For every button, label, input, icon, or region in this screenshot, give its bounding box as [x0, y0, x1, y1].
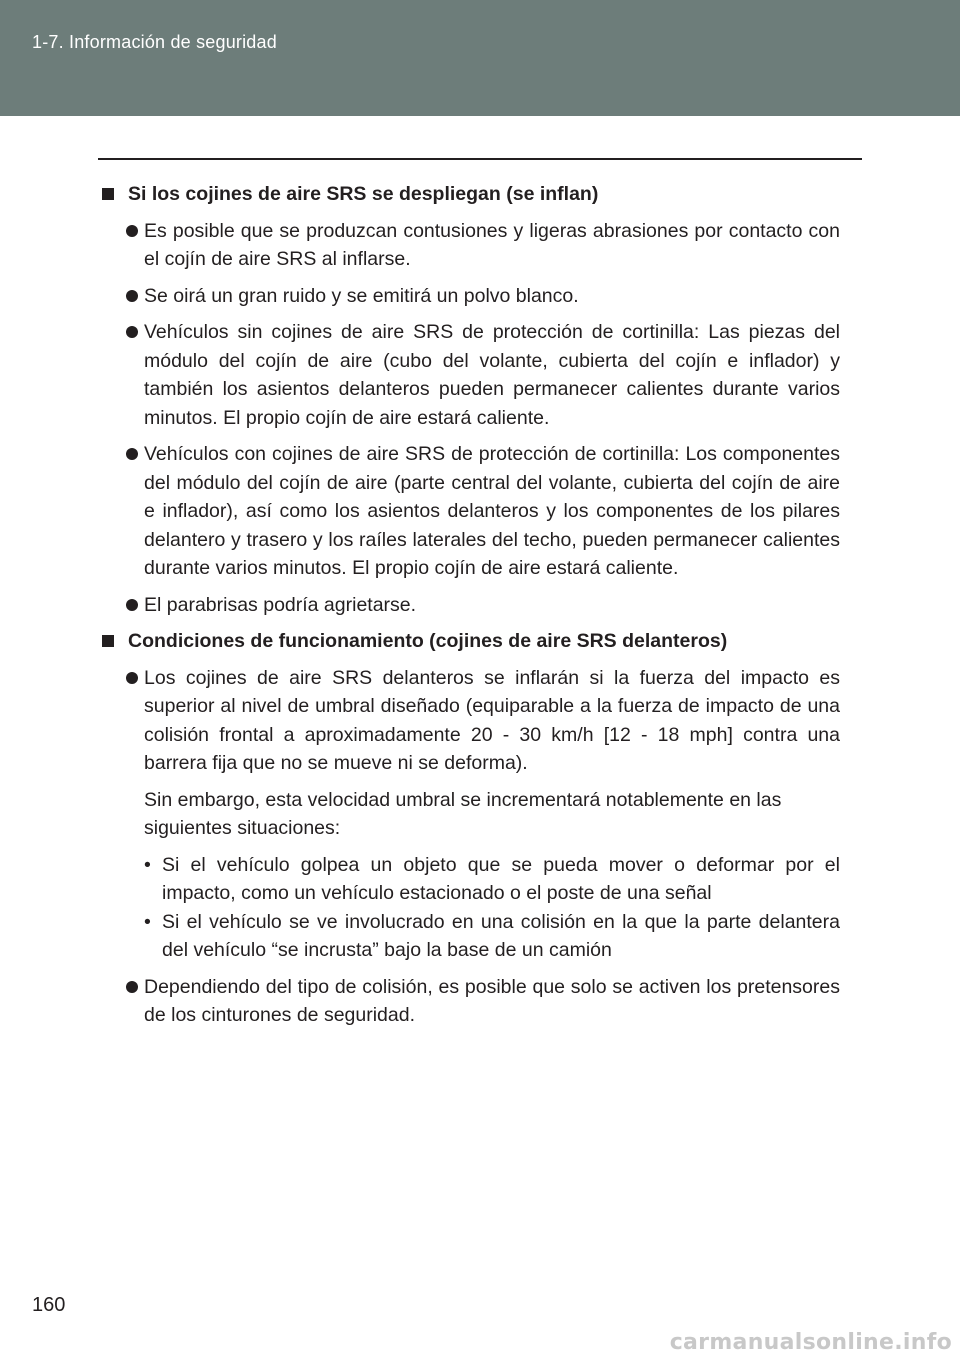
list-item — [100, 318, 840, 432]
round-bullet-icon — [126, 672, 138, 684]
square-bullet-icon — [102, 188, 114, 200]
list-item-text: Es posible que se produzcan contusiones y ligeras abrasiones por contacto con el cojín de aire SRS al inflarse. — [144, 219, 840, 270]
list-item-text: Vehículos sin cojines de aire SRS de protección de cortinilla: Las piezas del módulo del cojín de aire (cubo del volante, cubierta del cojín e inflador) y también los asientos delanteros pueden permanecer calientes durante varios minutos. El propio cojín de aire estará caliente. — [144, 321, 840, 429]
watermark: carmanualsonline.info — [669, 1330, 952, 1355]
list-item-text: Vehículos con cojines de aire SRS de protección de cortinilla: Los componentes del módulo del cojín de aire (parte central del volante, cubierta del cojín de aire e inflador), así como los asientos delanteros y los componentes de los pilares delantero y trasero y los raíles laterales del techo, pueden permanecer calientes durante varios minutos. El propio cojín de aire estará caliente. — [144, 443, 840, 579]
list-item — [100, 282, 840, 311]
list-item-text: El parabrisas podría agrietarse. — [144, 593, 417, 616]
sub-list-item — [100, 908, 840, 965]
heading-text: Si los cojines de aire SRS se despliegan (se inflan) — [128, 183, 599, 205]
section-title: 1-7. Información de seguridad — [32, 32, 277, 52]
sub-list — [100, 851, 840, 965]
sub-list-item-text: Si el vehículo golpea un objeto que se pueda mover o deformar por el impacto, como un vehículo estacionado o el poste de una señal — [162, 853, 840, 904]
list-item-text: Se oirá un gran ruido y se emitirá un polvo blanco. — [144, 284, 579, 307]
sub-bullet-marker: • — [144, 853, 151, 876]
page-header — [0, 0, 960, 116]
round-bullet-icon — [126, 448, 138, 460]
round-bullet-icon — [126, 326, 138, 338]
list-item — [100, 591, 840, 620]
list-item — [100, 217, 840, 274]
sub-list-item-text: Si el vehículo se ve involucrado en una colisión en la que la parte delantera del vehículo “se incrusta” bajo la base de un camión — [162, 910, 840, 961]
section-heading-operating-conditions — [100, 627, 840, 656]
round-bullet-icon — [126, 981, 138, 993]
round-bullet-icon — [126, 225, 138, 237]
heading-text: Condiciones de funcionamiento (cojines de aire SRS delanteros) — [128, 630, 728, 652]
body-paragraph: Sin embargo, esta velocidad umbral se incrementará notablemente en las siguientes situaciones: — [144, 788, 782, 839]
page-content — [100, 180, 840, 1038]
section-heading-deployment — [100, 180, 840, 209]
square-bullet-icon — [102, 635, 114, 647]
sub-list-item — [100, 851, 840, 908]
list-item — [100, 973, 840, 1030]
list-item — [100, 664, 840, 778]
header-rule — [98, 158, 862, 160]
round-bullet-icon — [126, 290, 138, 302]
page-number: 160 — [32, 1294, 66, 1316]
list-item-text: Dependiendo del tipo de colisión, es posible que solo se activen los pretensores de los cinturones de seguridad. — [144, 975, 840, 1026]
sub-bullet-marker: • — [144, 910, 151, 933]
round-bullet-icon — [126, 599, 138, 611]
list-item-text: Los cojines de aire SRS delanteros se inflarán si la fuerza del impacto es superior al nivel de umbral diseñado (equiparable a la fuerza de impacto de una colisión frontal a aproximadamente 20 - 30 km/h [12 - 18 mph] contra una barrera fija que no se mueve ni se deforma). — [144, 666, 840, 774]
list-item — [100, 440, 840, 583]
